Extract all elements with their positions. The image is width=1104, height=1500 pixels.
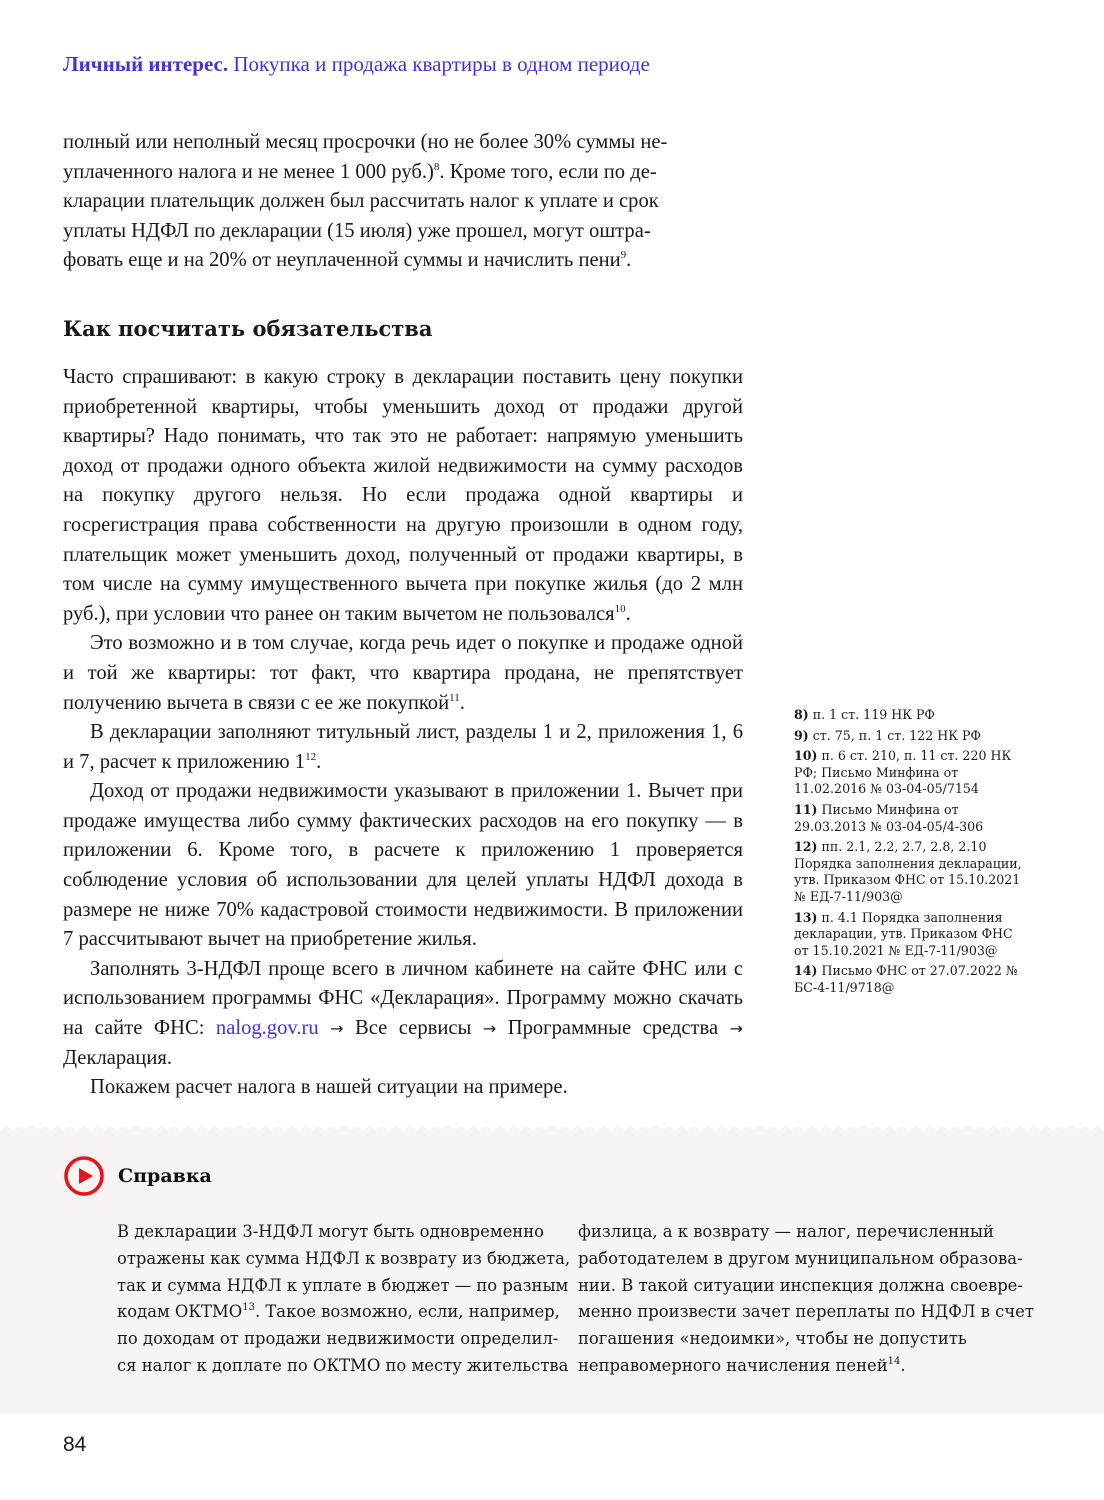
scalloped-edge bbox=[0, 1124, 1104, 1132]
running-head-section: Личный интерес. bbox=[63, 52, 229, 76]
footnote-ref[interactable]: 14 bbox=[887, 1355, 901, 1367]
paragraph: Это возможно и в том случае, когда речь идет о покупке и продаже одной и той же квартиры: тот факт, что квартира продана, не препятствует получению вычета в связи с ее же покупкой$^{11}$. bbox=[63, 632, 743, 714]
running-head bbox=[63, 52, 650, 77]
play-circle-icon bbox=[63, 1155, 105, 1197]
main-text bbox=[63, 128, 743, 1103]
arrow-right-icon: → bbox=[330, 1019, 344, 1039]
info-box-header bbox=[63, 1155, 212, 1197]
footnote: 14) Письмо ФНС от 27.07.2022 № БС-4-11/9718@ bbox=[794, 963, 1018, 995]
info-box-column-right: физлица, а к возврату — налог, перечисленный работодателем в другом муниципальном образова- нии. В такой ситуации инспекция должна своевре- менно произвести зачет переплаты по НДФЛ в счет погашения «недоимки», чтобы не допустить неправомерного начисления пеней$^{14}$. bbox=[578, 1222, 1034, 1375]
paragraph: полный или неполный месяц просрочки (но не более 30% суммы не- уплаченного налога и не менее 1 000 руб.)$^8$. Кроме того, если по де- кларации плательщик должен был рассчитать налог к уплате и срок уплаты НДФЛ по декларации (15 июля) уже прошел, могут оштра- фовать еще и на 20% от неуплаченной суммы и начислить пени$^9$. bbox=[63, 131, 668, 272]
paragraph: Заполнять 3-НДФЛ проще всего в личном кабинете на сайте ФНС или с использованием программы ФНС «Декларация». Программу можно скачать на сайте ФНС: nalog.gov.ru → Все сервисы → Программные средства → Декларация. bbox=[63, 957, 744, 1069]
footnote-ref[interactable]: 11 bbox=[449, 691, 460, 704]
page-number: 84 bbox=[63, 1433, 87, 1456]
paragraph: Покажем расчет налога в нашей ситуации на примере. bbox=[90, 1076, 568, 1099]
footnotes-sidebar bbox=[794, 707, 1024, 1001]
paragraph: Часто спрашивают: в какую строку в декларации поставить цену покупки приобретенной квартиры, чтобы уменьшить доход от продажи другой квартиры? Надо понимать, что так это не работает: напрямую уменьшить доход от продажи одного объекта жилой недвижимости на сумму расходов на покупку другого нельзя. Но если продажа одной квартиры и госрегистрация права собственности на другую произошли в одном году, плательщик может уменьшить доход, полученный от продажи квартиры, в том числе на сумму имущественного вычета при покупке жилья (до 2 млн руб.), при условии что ранее он таким вычетом не пользовался$^{10}$. bbox=[63, 365, 743, 625]
footnote: 9) ст. 75, п. 1 ст. 122 НК РФ bbox=[794, 727, 981, 743]
running-head-title: Покупка и продажа квартиры в одном периоде bbox=[228, 52, 650, 76]
arrow-right-icon: → bbox=[482, 1019, 497, 1039]
footnote-ref[interactable]: 9 bbox=[620, 249, 627, 262]
footnote: 12) пп. 2.1, 2.2, 2.7, 2.8, 2.10 Порядка заполнения декларации, утв. Приказом ФНС от 15.10.2021 № ЕД-7-11/903@ bbox=[794, 839, 1022, 904]
paragraph: В декларации заполняют титульный лист, разделы 1 и 2, приложения 1, 6 и 7, расчет к приложению $1^{12}$. bbox=[63, 721, 743, 773]
paragraph: Доход от продажи недвижимости указывают в приложении 1. Вычет при продаже имущества либо сумму фактических расходов на его покупку — в приложении 6. Кроме того, в расчете к приложению 1 проверяется соблюдение условия об использовании для целей уплаты НДФЛ дохода в размере не ниже 70% кадастровой стоимости недвижимости. В приложении 7 рассчитывают вычет на приобретение жилья. bbox=[63, 780, 743, 951]
info-box-title: Справка bbox=[118, 1165, 212, 1187]
info-box bbox=[0, 1130, 1104, 1414]
arrow-right-icon: → bbox=[729, 1019, 744, 1039]
footnote-ref[interactable]: 8 bbox=[433, 160, 440, 173]
footnote: 8) п. 1 ст. 119 НК РФ bbox=[794, 707, 935, 722]
footnote: 11) Письмо Минфина от 29.03.2013 № 03-04-05/4-306 bbox=[794, 801, 984, 834]
footnote: 10) п. 6 ст. 210, п. 11 ст. 220 НК РФ; Письмо Минфина от 11.02.2016 № 03-04-05/7154 bbox=[794, 748, 1012, 797]
footnote-ref[interactable]: 12 bbox=[305, 750, 317, 763]
footnote: 13) п. 4.1 Порядка заполнения декларации, утв. Приказом ФНС от 15.10.2021 № ЕД-7-11/903@ bbox=[794, 909, 1013, 958]
section-heading: Как посчитать обязательства bbox=[63, 315, 433, 341]
footnote-ref[interactable]: 13 bbox=[242, 1302, 255, 1314]
footnote-ref[interactable]: 10 bbox=[614, 602, 626, 615]
info-box-column-left: В декларации 3-НДФЛ могут быть одновременно отражены как сумма НДФЛ к возврату из бюджета, так и сумма НДФЛ к уплате в бюджет — по разным кодам ОКТМО$^{13}$. Такое возможно, если, например, по доходам от продажи недвижимости определил- ся налог к доплате по ОКТМО по месту жительства bbox=[117, 1222, 571, 1375]
nalog-link[interactable]: nalog.gov.ru bbox=[215, 1017, 319, 1040]
